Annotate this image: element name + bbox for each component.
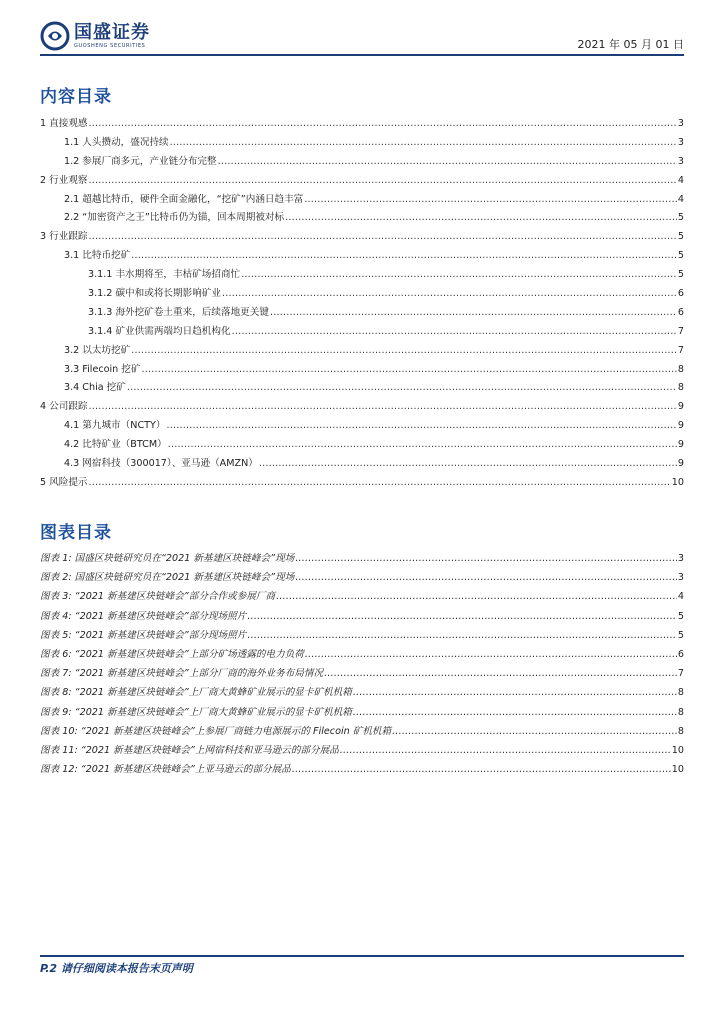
dot-leader (353, 707, 677, 718)
toc-entry-label: 4.3 网宿科技（300017）、亚马逊（AMZN） (64, 458, 258, 470)
figure-entry-label: 图表 5: “2021 新基建区块链峰会”部分现场照片 (40, 629, 247, 641)
figure-entry-label: 图表 9: “2021 新基建区块链峰会”上厂商大黄蜂矿业展示的显卡矿机机箱 (40, 706, 352, 718)
dot-leader (89, 231, 677, 242)
figure-entry-page: 5 (677, 610, 684, 622)
toc-entry-page: 8 (677, 382, 684, 394)
toc-entry-label: 3.1 比特币挖矿 (64, 250, 131, 262)
toc-entry-label: 4.1 第九城市（NCTY） (64, 420, 166, 432)
toc-entry-label: 4 公司跟踪 (40, 401, 88, 413)
dot-leader (247, 611, 677, 622)
toc-entry-page: 5 (677, 269, 684, 281)
figures-list (40, 550, 684, 780)
dot-leader (241, 269, 677, 280)
figure-entry[interactable] (40, 608, 684, 627)
guosheng-logo-icon (40, 21, 70, 51)
toc-entry[interactable] (40, 417, 684, 436)
header-divider (40, 54, 684, 56)
toc-entry[interactable] (40, 455, 684, 474)
dot-leader (170, 137, 677, 148)
dot-leader (276, 591, 677, 602)
toc-entry-label: 3 行业跟踪 (40, 231, 88, 243)
figure-entry-label: 图表 12: “2021 新基建区块链峰会”上亚马逊云的部分展品 (40, 764, 291, 776)
figure-entry-page: 10 (671, 764, 684, 776)
figure-entry-label: 图表 2: 国盛区块链研究员在“2021 新基建区块链峰会”现场 (40, 572, 295, 584)
figure-entry[interactable] (40, 742, 684, 761)
dot-leader (305, 649, 677, 660)
toc-entry-page: 5 (677, 231, 684, 243)
dot-leader (247, 630, 677, 641)
report-date: 2021 年 05 月 01 日 (577, 38, 684, 51)
figures-title: 图表目录 (40, 523, 112, 543)
toc-entry[interactable] (40, 228, 684, 247)
toc-entry-page: 3 (677, 155, 684, 167)
figure-entry-page: 10 (671, 744, 684, 756)
figure-entry[interactable] (40, 646, 684, 665)
logo-name-en: GUOSHENG SECURITIES (74, 42, 146, 49)
toc-entry-label: 3.1.4 矿业供需两端均日趋机构化 (88, 325, 231, 337)
figure-entry-label: 图表 10: “2021 新基建区块链峰会”上参展厂商链力电源展示的 Filecoin 矿机机箱 (40, 725, 392, 737)
toc-entry[interactable] (40, 209, 684, 228)
dot-leader (222, 288, 677, 299)
toc-entry-label: 3.1.3 海外挖矿卷土重来，后续落地更关键 (88, 306, 269, 318)
toc-entry-label: 3.3 Filecoin 挖矿 (64, 363, 141, 375)
footer-divider (40, 955, 684, 957)
dot-leader (127, 382, 677, 393)
toc-entry[interactable] (40, 304, 684, 323)
toc-entry[interactable] (40, 153, 684, 172)
dot-leader (89, 118, 677, 129)
toc-entry[interactable] (40, 134, 684, 153)
figure-entry-label: 图表 4: “2021 新基建区块链峰会”部分现场照片 (40, 610, 247, 622)
toc-entry-page: 4 (677, 193, 684, 205)
toc-entry-page: 9 (677, 401, 684, 413)
figure-entry[interactable] (40, 723, 684, 742)
toc-entry[interactable] (40, 379, 684, 398)
figure-entry[interactable] (40, 704, 684, 723)
toc-entry-label: 2 行业观察 (40, 174, 88, 186)
figure-entry[interactable] (40, 588, 684, 607)
company-logo (40, 20, 150, 52)
toc-entry-page: 9 (677, 420, 684, 432)
toc-entry-label: 1.2 参展厂商多元，产业链分布完整 (64, 155, 217, 167)
dot-leader (89, 401, 677, 412)
figure-entry[interactable] (40, 684, 684, 703)
toc-entry[interactable] (40, 342, 684, 361)
toc-entry-page: 8 (677, 363, 684, 375)
figure-entry-page: 4 (677, 591, 684, 603)
figure-entry-label: 图表 7: “2021 新基建区块链峰会”上部分厂商的海外业务布局情况 (40, 668, 324, 680)
figure-entry-label: 图表 11: “2021 新基建区块链峰会”上网宿科技和亚马逊云的部分展品 (40, 744, 339, 756)
toc-entry-page: 4 (677, 174, 684, 186)
toc-entry-label: 2.2 “加密资产之王”比特币仍为锚，回本周期被对标 (64, 212, 285, 224)
toc-entry-label: 3.1.1 丰水期将至，丰枯矿场招商忙 (88, 269, 241, 281)
toc-entry-page: 7 (677, 344, 684, 356)
dot-leader (168, 439, 677, 450)
toc-entry-label: 3.1.2 碳中和或将长期影响矿业 (88, 288, 221, 300)
dot-leader (131, 250, 677, 261)
dot-leader (353, 687, 677, 698)
dot-leader (295, 553, 677, 564)
dot-leader (89, 477, 671, 488)
toc-entry-page: 5 (677, 250, 684, 262)
dot-leader (392, 726, 677, 737)
figure-entry-label: 图表 3: “2021 新基建区块链峰会”部分合作或参展厂商 (40, 591, 276, 603)
dot-leader (270, 307, 677, 318)
toc-entry-page: 3 (677, 118, 684, 129)
figure-entry-page: 6 (677, 648, 684, 660)
toc-entry-label: 5 风险提示 (40, 476, 88, 488)
dot-leader (295, 572, 677, 583)
toc-entry[interactable] (40, 172, 684, 191)
toc-entry[interactable] (40, 361, 684, 380)
toc-entry-page: 9 (677, 458, 684, 470)
figure-entry-label: 图表 8: “2021 新基建区块链峰会”上厂商大黄蜂矿业展示的显卡矿机机箱 (40, 687, 352, 699)
toc-entry[interactable] (40, 474, 684, 493)
toc-entry-label: 3.4 Chia 挖矿 (64, 382, 126, 394)
dot-leader (131, 345, 677, 356)
toc-entry-page: 5 (677, 212, 684, 224)
toc-entry-page: 6 (677, 306, 684, 318)
toc-entry-page: 6 (677, 288, 684, 300)
toc-entry[interactable] (40, 247, 684, 266)
figure-entry[interactable] (40, 569, 684, 588)
toc-entry[interactable] (40, 323, 684, 342)
figure-entry-page: 5 (677, 629, 684, 641)
dot-leader (259, 458, 677, 469)
toc-entry[interactable] (40, 266, 684, 285)
toc-entry-label: 1.1 人头攒动，盛况持续 (64, 136, 169, 148)
figure-entry-page: 8 (677, 687, 684, 699)
toc-title: 内容目录 (40, 87, 112, 107)
toc-entry-label: 2.1 超越比特币，硬件全面金融化，“挖矿”内涵日趋丰富 (64, 193, 304, 205)
toc-entry-page: 7 (677, 325, 684, 337)
dot-leader (166, 420, 676, 431)
dot-leader (340, 745, 671, 756)
figure-entry[interactable] (40, 665, 684, 684)
figure-entry[interactable] (40, 550, 684, 569)
figure-entry[interactable] (40, 627, 684, 646)
toc-entry-label: 4.2 比特矿业（BTCM） (64, 439, 167, 451)
dot-leader (324, 668, 677, 679)
logo-name-cn: 国盛证券 (74, 21, 150, 43)
toc-entry-page: 9 (677, 439, 684, 451)
toc-entry-label: 3.2 以太坊挖矿 (64, 344, 131, 356)
toc-entry-label: 1 直接观感 (40, 118, 88, 129)
dot-leader (218, 156, 677, 167)
figure-entry[interactable] (40, 761, 684, 780)
toc-entry[interactable] (40, 115, 684, 134)
figure-entry-label: 图表 6: “2021 新基建区块链峰会”上部分矿场透露的电力负荷 (40, 648, 304, 660)
dot-leader (89, 175, 677, 186)
figure-entry-page: 3 (677, 572, 684, 584)
footer-disclaimer: P.2 请仔细阅读本报告末页声明 (40, 962, 193, 975)
figure-entry-page: 8 (677, 706, 684, 718)
figure-entry-label: 图表 1: 国盛区块链研究员在“2021 新基建区块链峰会”现场 (40, 553, 295, 564)
toc-entry-page: 3 (677, 136, 684, 148)
page-header (40, 18, 684, 54)
toc-entry[interactable] (40, 398, 684, 417)
toc-entry-page: 10 (671, 476, 684, 488)
dot-leader (304, 194, 677, 205)
figure-entry-page: 7 (677, 668, 684, 680)
toc-list (40, 115, 684, 493)
figure-entry-page: 3 (677, 553, 684, 564)
toc-entry[interactable] (40, 191, 684, 210)
dot-leader (142, 364, 677, 375)
toc-entry[interactable] (40, 285, 684, 304)
toc-entry[interactable] (40, 436, 684, 455)
dot-leader (292, 764, 671, 775)
dot-leader (232, 326, 677, 337)
dot-leader (285, 212, 677, 223)
figure-entry-page: 8 (677, 725, 684, 737)
